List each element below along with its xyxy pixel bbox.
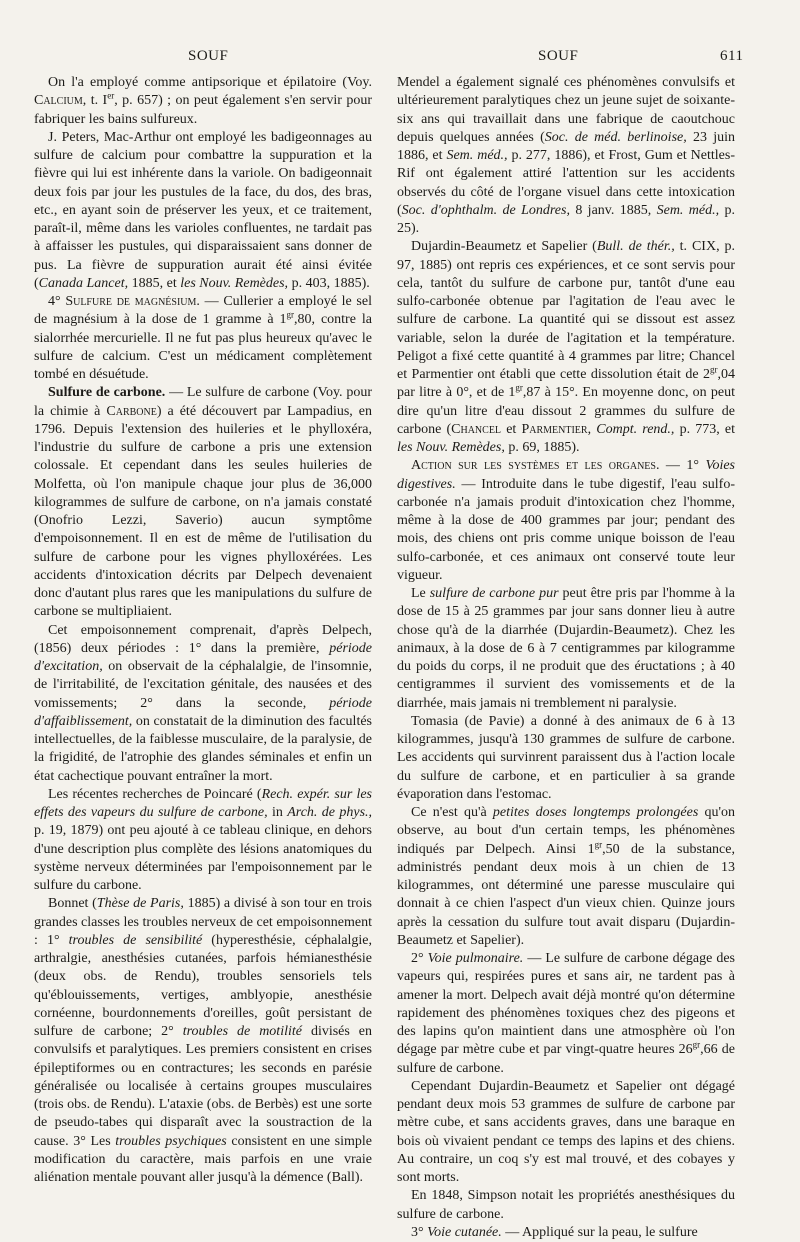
text-run: consistent en une simple modification du caractère, mais parfois en une vraie aliénation mentale pouvant aller jusqu'à la démence (Ball). (34, 1133, 372, 1185)
text-run: p. 19, 1879) ont peu ajouté à ce tableau clinique, en dehors d'une description plus complète des lésions anatomiques du système nerveux déterminées par l'empoisonnement par le sulfure du carbone. (34, 823, 372, 893)
text-run: 3° (411, 1224, 428, 1240)
text-run: ,50 de la substance, administrés pendant deux mois à un chien de 13 kilogrammes, ont déterminé une paresse musculaire qui donnait à ce chien l'aspect d'un vieux chien. Quinze jours après la cessation du sulfure tout avait disparu (Dujardin-Beaumetz et Sapelier). (397, 841, 735, 948)
citation: Soc. d'ophthalm. de Londres, (401, 202, 570, 218)
text-run: Ce n'est qu'à (411, 805, 493, 820)
text-run: Le (411, 586, 430, 601)
paragraph (397, 238, 735, 457)
emphasis: période d'excitation, (34, 640, 372, 674)
superscript: gr (594, 838, 603, 849)
cross-reference: Calcium (34, 93, 83, 109)
paragraph (397, 1187, 735, 1224)
author-name: Chancel (451, 421, 502, 437)
section-heading: Sulfure de magnésium. (65, 294, 200, 309)
subsection-heading: Voie pulmonaire. (427, 951, 524, 966)
text-run: (hyperesthésie, céphalalgie, arthralgie, anesthésies cutanées, parfois hémianesthésie (deux obs. de Rendu), troubles sensoriels tels qu'éblouissements, vertiges, amblyopie, anesthésie cornéenne, bourdonnements d'oreilles, goût persistant de sulfure de carbone; 2° (34, 932, 372, 1039)
cross-reference: Carbone (106, 403, 157, 419)
paragraph (397, 457, 735, 585)
paragraph (397, 950, 735, 1078)
citation: les Nouv. Remèdes, (180, 275, 289, 291)
section-heading: Action sur les systèmes et les organes. (411, 458, 660, 474)
text-run: 8 janv. 1885, (569, 202, 657, 218)
text-run: ,87 à 15°. En moyenne donc, on peut dire qu'un litre d'eau dissout 2 grammes du sulfure de carbone ( (397, 385, 736, 437)
citation: Sem. méd., (446, 148, 508, 163)
author-name: Parmentier (521, 421, 588, 437)
text-run: p. 25). (397, 202, 735, 236)
citation: Canada Lancet, (38, 275, 129, 291)
paragraph (34, 622, 372, 786)
text-run: ) a été découvert par Lampadius, en 1796. Depuis l'extension des huileries et le phylloxéra, l'industrie du sulfure de carbone a pris une extension colossale. Et cependant dans les seules huileries de Molfetta, où l'on manipule chaque jour plus de 36,000 kilogrammes de sulfure de carbone, on n'a jamais constaté (Onofrio Lezzi, Saverio) aucun symptôme d'empoisonnement. Il en est de même de l'utilisation du sulfure de carbone pour les vignes phylloxérées. Les accidents d'intoxication décrits par Delpech devenaient donc d'autant plus rares que les manipulations du sulfure de carbone se multipliaient. (34, 403, 373, 620)
text-run: J. Peters, Mac-Arthur ont employé les badigeonnages au sulfure de calcium pour combattre la suppuration et la fièvre qui lui est inhérente dans la variole. On badigeonnait deux fois par jour les pustules de la face, du dos, des bras, etc., en ayant soin de préserver les yeux, et ce traitement, paraît-il, même dans les varioles confluentes, ne tardait pas à affaisser les pustules, qui disparaissaient sans donner de pus. La fièvre de suppuration aurait été ainsi évitée ( (34, 129, 372, 291)
citation: Compt. rend., (596, 421, 675, 437)
text-run: Tomasia (de Pavie) a donné à des animaux de 6 à 13 kilogrammes, jusqu'à 130 grammes de sulfure de carbone. Les accidents qui survinrent paraissent dus à l'action locale du sulfure de carbone, et en particulier à sa grande évaporation dans l'estomac. (397, 713, 735, 802)
text-run: Cependant Dujardin-Beaumetz et Sapelier ont dégagé pendant deux mois 53 grammes de sulfure de carbone par mètre cube, et sans accidents graves, dans une baraque en bois où vivaient pendant ce temps des lapins et des chiens. Au contraire, un coq s'y est mal trouvé, et des cobayes y sont morts. (397, 1078, 735, 1185)
running-title-right: SOUF (538, 48, 579, 64)
running-header (0, 48, 800, 68)
text-run: — 1° (659, 458, 706, 474)
citation: les Nouv. Remèdes, (397, 440, 505, 455)
paragraph (34, 74, 372, 129)
paragraph (397, 1224, 735, 1242)
emphasis: troubles psychiques (115, 1133, 227, 1149)
emphasis: troubles de sensibilité (68, 932, 203, 948)
superscript: gr (515, 382, 523, 393)
superscript: gr (710, 364, 718, 375)
citation: Thèse de Paris, (96, 896, 184, 912)
paragraph (397, 713, 735, 804)
text-run: Cet empoisonnement comprenait, d'après Delpech, (1856) deux périodes : 1° dans la première, (34, 622, 372, 656)
paragraph (34, 895, 372, 1187)
citation: Bull. de thér., (596, 239, 675, 255)
emphasis: troubles de motilité (182, 1024, 302, 1039)
text-run: p. 773, et (674, 421, 736, 437)
text-run: p. 277, 1886), et Frost, Gum et Nettles-Rif ont également attiré l'attention sur les accidents observés du côté de l'organe visuel dans cette intoxication ( (397, 148, 735, 218)
emphasis: période d'affaiblissement, (34, 695, 372, 729)
text-run: On l'a employé comme antipsorique et épilatoire (Voy. (48, 75, 372, 90)
subsection-heading: Voie cutanée. (427, 1224, 502, 1240)
citation: Rech. expér. sur les effets des vapeurs du sulfure de carbone, (34, 786, 372, 820)
text-run: et (501, 421, 522, 437)
text-run: ,66 de sulfure de carbone. (397, 1042, 735, 1076)
text-run: Dujardin-Beaumetz et Sapelier ( (411, 239, 597, 255)
paragraph (34, 384, 372, 621)
paragraph (397, 74, 735, 238)
text-run: qu'on observe, au bout d'un certain temps, les phénomènes indiqués par Delpech. Ainsi 1 (397, 805, 735, 857)
superscript: gr (692, 1039, 701, 1050)
right-column (397, 74, 735, 1242)
text-run: — Cullerier a employé le sel de magnésium à la dose de 1 gramme à 1 (34, 294, 372, 328)
paragraph (397, 804, 735, 950)
text-run: En 1848, Simpson notait les propriétés anesthésiques du sulfure de carbone. (397, 1188, 735, 1222)
paragraph (34, 786, 372, 896)
text-run: , p. 657) ; on peut également s'en servir pour fabriquer les bains sulfureux. (34, 93, 372, 127)
text-run: peut être pris par l'homme à la dose de 15 à 25 grammes par jour sans donner lieu à autre chose qu'à de la diarrhée (Dujardin-Beaumetz). Chez les animaux, à la dose de 6 à 7 centigrammes par kilogramme du poids du corps, il ne produit que des éructations ; à 40 centigrammes il survient des vomissements et de la diarrhée, mais jamais ni tremblement ni paralysie. (397, 586, 735, 711)
text-run: on constatait de la diminution des facultés intellectuelles, de la faiblesse musculaire, de la paralysie, de la frigidité, de l'atrophie des glandes séminales et enfin un état cachectique pouvant entraîner la mort. (34, 713, 372, 784)
superscript: er (107, 90, 115, 101)
citation: Soc. de méd. berlinoise, (544, 129, 687, 145)
text-run: , t. I (82, 93, 108, 109)
entry-heading: Sulfure de carbone. (48, 385, 166, 401)
citation: Sem. méd., (656, 202, 720, 218)
text-run: 1885, et (128, 275, 181, 291)
text-run: divisés en convulsifs et paralytiques. Les premiers consistent en crises épileptiformes ou en contractures; les seconds en parésie généralisée ou localisée à certains groupes musculaires (trois obs. de Rendu). L'ataxie (obs. de Berbès) est une sorte de pseudo-tabes qui disparaît avec la soustraction de la cause. 3° Les (34, 1024, 372, 1149)
text-run: , (587, 421, 597, 437)
text-run: 2° (411, 951, 428, 966)
citation: Arch. de phys., (287, 805, 373, 820)
text-run: ,04 par litre à 0°, et de 1 (397, 367, 735, 401)
text-run: t. CIX, p. 97, 1885) ont repris ces expériences, et ce sont servis pour cela, tantôt du sulfure de carbone pur, tantôt d'une eau sulfo-carbonée obtenue par l'agitation de l'eau avec le sulfure de carbone. La quantité qui se dissout est assez variable, selon la durée de l'agitation et la température. Peligot a fixé cette quantité à 4 grammes par litre; Chancel et Parmentier ont établi que cette dissolution était de 2 (397, 239, 735, 382)
paragraph (397, 585, 735, 713)
text-run: in (267, 805, 288, 820)
text-run: Bonnet ( (48, 896, 97, 912)
running-title-left: SOUF (188, 48, 229, 64)
text-run: 1885) a divisé à son tour en trois grandes classes les troubles nerveux de cet empoisonnement : 1° (34, 896, 373, 948)
superscript: gr (286, 309, 295, 320)
subsection-heading: Voies digestives. (397, 458, 735, 492)
left-column (34, 74, 372, 1187)
text-run: — Appliqué sur la peau, le sulfure (501, 1224, 698, 1240)
paragraph (397, 1078, 735, 1188)
text-run: p. 403, 1885). (288, 275, 370, 291)
text-run: — Introduite dans le tube digestif, l'eau sulfo-carbonée n'a jamais produit d'intoxication chez l'homme, même à la dose de 400 grammes par jour; pendant des mois, des chiens ont pris comme unique boisson de l'eau sulfo-carbonée, et ces animaux ont conservé toute leur vigueur. (397, 476, 735, 583)
page-number: 611 (720, 48, 744, 64)
text-run: ,80, contre la sialorrhée mercurielle. Il ne fut pas plus heureux qu'avec le sulfure de calcium. C'est un médicament complètement tombé en désuétude. (34, 312, 372, 382)
paragraph (34, 129, 372, 293)
text-run: Les récentes recherches de Poincaré ( (48, 786, 262, 802)
emphasis: petites doses longtemps prolongées (492, 805, 699, 820)
text-run: p. 69, 1885). (504, 440, 580, 455)
text-run: — Le sulfure de carbone (Voy. pour la chimie à (34, 385, 372, 419)
emphasis: sulfure de carbone pur (429, 586, 559, 601)
text-run: Mendel a également signalé ces phénomènes convulsifs et ultérieurement paralytiques chez un jeune sujet de soixante-six ans qui travaillait dans une fabrique de caoutchouc depuis quelques années ( (397, 75, 735, 145)
text-run: 23 juin 1886, et (397, 129, 736, 163)
text-run: 4° (48, 294, 66, 309)
text-run: — Le sulfure de carbone dégage des vapeurs qui, respirées pures et sans air, ne tardent pas à amener la mort. Delpech avait déjà montré qu'on détermine rapidement des phénomènes toxiques chez des pigeons et des lapins qu'on maintient dans une atmosphère où l'on dégage par mètre cube et par vingt-quatre heures 26 (397, 951, 735, 1058)
paragraph (34, 293, 372, 384)
text-run: on observait de la céphalalgie, de l'insomnie, de l'irritabilité, de l'excitation génitale, des nausées et des vomissements; 2° dans la seconde, (34, 659, 372, 711)
